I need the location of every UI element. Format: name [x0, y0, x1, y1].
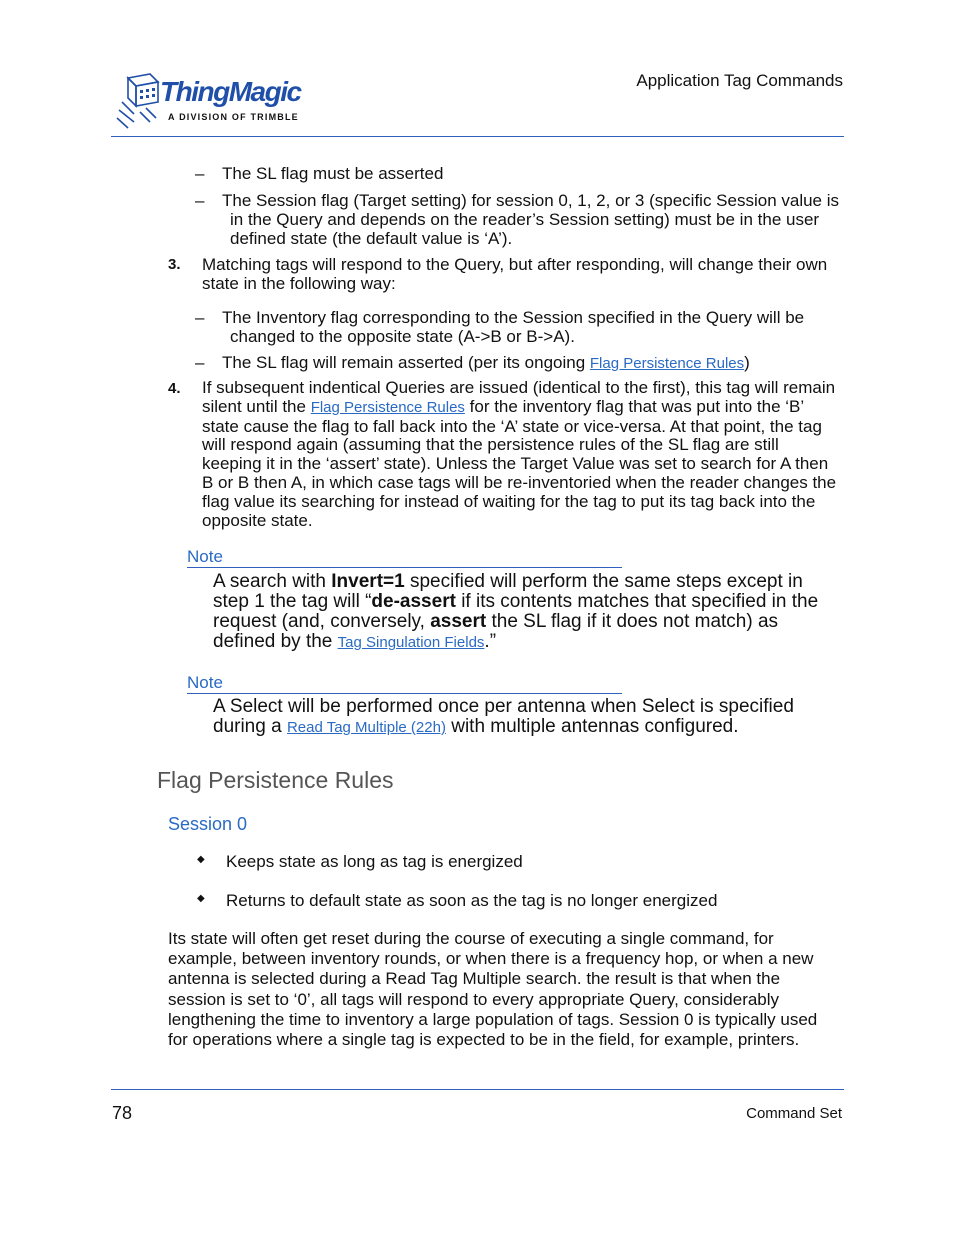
step-number: 3.	[168, 256, 181, 273]
note-text: if its contents matches that specified in the request (and, conversely,	[213, 591, 819, 632]
step-4-text	[202, 379, 842, 530]
flag-persistence-rules-link[interactable]: Flag Persistence Rules	[589, 355, 745, 372]
note-text: with multiple antennas configured.	[445, 716, 739, 737]
dash-item-sl-asserted	[222, 353, 842, 373]
page-number: 78	[112, 1103, 133, 1123]
logo-mark-icon	[114, 72, 164, 130]
footer-divider	[111, 1089, 844, 1090]
note-bold-term: assert	[430, 611, 487, 632]
header	[0, 0, 954, 140]
step-number: 4.	[168, 380, 181, 397]
footer-section: Command Set	[746, 1105, 842, 1122]
note-select-text	[213, 697, 843, 738]
read-tag-multiple-link[interactable]: Read Tag Multiple (22h)	[286, 719, 446, 736]
list-item: Returns to default state as soon as the tag is no longer energized	[226, 891, 718, 910]
header-divider	[111, 136, 844, 137]
bullet-icon: ◆	[197, 893, 205, 904]
section-heading: Flag Persistence Rules	[157, 767, 394, 793]
note-text: .”	[484, 631, 497, 652]
step-3-text: Matching tags will respond to the Query, but after responding, will change their own state in the following way:	[202, 255, 828, 293]
note-bold-term: de-assert	[371, 591, 456, 612]
logo-name: ThingMagic	[160, 76, 301, 107]
subsection-heading: Session 0	[168, 814, 248, 834]
logo-tagline: A DIVISION OF TRIMBLE	[168, 112, 299, 122]
note-invert-text	[213, 572, 843, 653]
flag-persistence-rules-link[interactable]: Flag Persistence Rules	[310, 398, 465, 416]
dash-marker: –	[195, 164, 205, 183]
dash-item-inventory-flag: The Inventory flag corresponding to the Session specified in the Query will be changed to the opposite state (A->B or B->A).	[222, 308, 805, 346]
dash-marker: –	[195, 191, 205, 210]
bullet-icon: ◆	[197, 854, 205, 865]
dash-item-sl-flag: The SL flag must be asserted	[222, 164, 444, 183]
step-4-text-start: If subsequent indentical Queries are issued (identical to the first), this tag will remain silent until the	[202, 378, 836, 416]
thingmagic-logo	[114, 70, 314, 132]
note-label: Note	[187, 673, 223, 692]
dash-item-text: The SL flag will remain asserted (per its ongoing	[222, 353, 590, 372]
dash-marker: –	[195, 308, 205, 327]
step-4-text-rest: for the inventory flag that was put into the ‘B’ state cause the flag to fall back into the ‘A’ state or vice-versa. At that point, the tag will respond again (assuming that the persistence rules of the SL flag are still keeping it in the ‘assert’ state). Unless the Target Value was set to search for A then B or B then A, in which case tags will be re-inventoried when the reader changes the flag value its searching for instead of waiting for the tag to put its tag back into the opposite state.	[202, 396, 837, 530]
note-text: specified will perform the same steps except in step 1 the tag will “	[213, 571, 803, 612]
note-underline	[187, 693, 622, 694]
note-bold-term: Invert=1	[331, 571, 405, 592]
dash-item-session-flag: The Session flag (Target setting) for session 0, 1, 2, or 3 (specific Session value is in the Query and depends on the reader’s Session setting) must be in the user defined state (the default value is ‘A’).	[222, 191, 840, 248]
note-text: A Select will be performed once per antenna when Select is specified during a	[213, 696, 794, 737]
note-underline	[187, 567, 622, 568]
note-text: the SL flag if it does not match) as defined by the	[213, 611, 779, 652]
list-item: Keeps state as long as tag is energized	[226, 852, 523, 871]
session-0-paragraph: Its state will often get reset during the course of executing a single command, for example, between inventory rounds, or when there is a frequency hop, or when a new antenna is selected during a Read Tag Multiple search. the result is that when the session is set to ‘0’, all tags will respond to every appropriate Query, considerably lengthening the time to inventory a large population of tags. Session 0 is typically used for operations where a single tag is expected to be in the field, for example, printers.	[168, 929, 818, 1050]
tag-singulation-fields-link[interactable]: Tag Singulation Fields	[337, 634, 485, 651]
dash-marker: –	[195, 353, 205, 372]
note-text: A search with	[213, 571, 332, 592]
header-section-title: Application Tag Commands	[636, 71, 843, 90]
dash-item-text: )	[744, 353, 750, 372]
note-label: Note	[187, 547, 223, 566]
